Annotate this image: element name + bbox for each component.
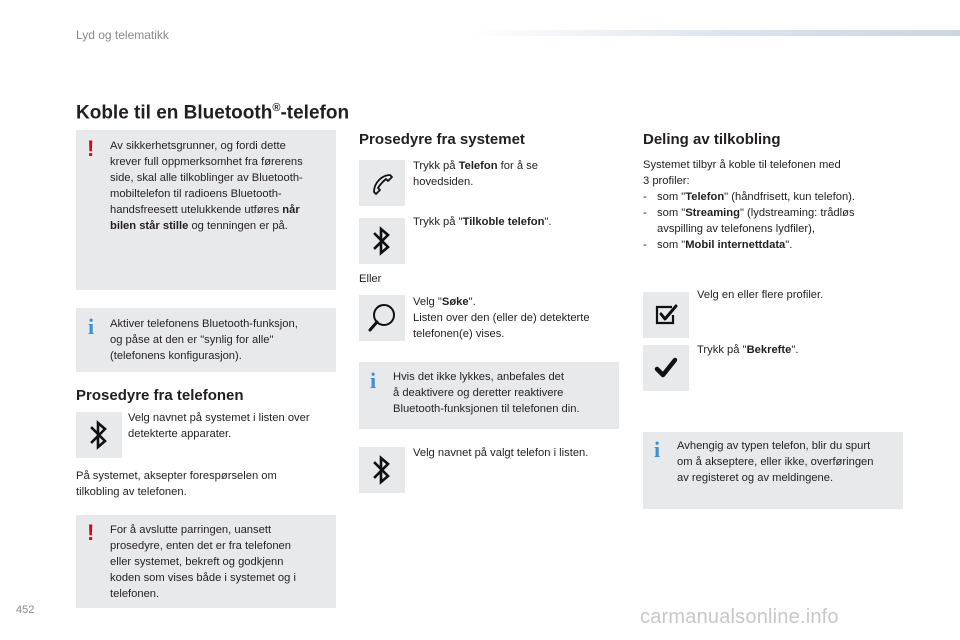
checkbox-icon-box <box>643 292 689 338</box>
bluetooth-icon-box <box>76 412 122 458</box>
info-text-activate: Aktiver telefonens Bluetooth-funksjon, og påse at den er "synlig for alle" (telefonens konfigurasjon). <box>110 318 298 362</box>
phone-step-select: Velg navnet på systemet i listen over detekterte apparater. <box>128 412 310 440</box>
profile-list <box>643 189 913 253</box>
or-label: Eller <box>359 273 382 285</box>
phone-handset-icon <box>367 168 397 198</box>
checkmark-icon <box>653 356 679 380</box>
list-item: - som "Telefon" (håndfrisett, kun telefon). <box>643 191 856 203</box>
search-icon-box <box>359 295 405 341</box>
bluetooth-icon-box <box>359 218 405 264</box>
phone-icon-box <box>359 160 405 206</box>
warning-text-pairing: For å avslutte parringen, uansett prosedyre, enten det er fra telefonen eller systemet, bekreft og godkjenn koden som vises både i systemet og i telefonen. <box>110 524 296 600</box>
system-step-search: Velg "Søke". Listen over den (eller de) detekterte telefonen(e) vises. <box>413 296 590 340</box>
info-icon: i <box>654 437 661 462</box>
sharing-intro: Systemet tilbyr å koble til telefonen med 3 profiler: <box>643 159 841 187</box>
sharing-step-profiles: Velg en eller flere profiler. <box>697 289 824 301</box>
system-step-select-phone: Velg navnet på valgt telefon i listen. <box>413 447 589 459</box>
checkmark-icon-box <box>643 345 689 391</box>
section-title-system: Prosedyre fra systemet <box>359 131 525 148</box>
checkbox-icon <box>652 302 680 328</box>
page-number: 452 <box>16 604 35 616</box>
info-icon: i <box>88 314 95 339</box>
page-title: Koble til en Bluetooth®-telefon <box>76 102 350 124</box>
system-step-phone: Trykk på Telefon for å se hovedsiden. <box>413 160 538 188</box>
list-item: - som "Streaming" (lydstreaming: trådløs avspilling av telefonens lydfiler), <box>643 207 855 235</box>
info-text-transfer: Avhengig av typen telefon, blir du spurt om å akseptere, eller ikke, overføringen av registeret og av meldingene. <box>677 440 874 484</box>
section-header: Lyd og telematikk <box>76 28 169 42</box>
section-title-sharing: Deling av tilkobling <box>643 131 781 148</box>
section-title-phone: Prosedyre fra telefonen <box>76 387 244 404</box>
list-item: - som "Mobil internettdata". <box>643 239 793 251</box>
info-icon: i <box>370 368 377 393</box>
info-text-retry: Hvis det ikke lykkes, anbefales det å deaktivere og deretter reaktivere Bluetooth-funksjonen til telefonen din. <box>393 371 580 415</box>
exclamation-icon: ! <box>87 136 95 161</box>
system-step-connect: Trykk på "Tilkoble telefon". <box>413 216 552 228</box>
bluetooth-icon <box>371 455 393 485</box>
watermark: carmanualsonline.info <box>640 606 839 628</box>
phone-step-accept: På systemet, aksepter forespørselen om tilkobling av telefonen. <box>76 470 277 498</box>
bluetooth-icon-box <box>359 447 405 493</box>
header-bar <box>470 30 960 36</box>
warning-text-safety: Av sikkerhetsgrunner, og fordi dette krever full oppmerksomhet fra førerens side, skal alle tilkoblinger av Bluetooth- mobiltelefon til radioens Bluetooth- handsfreesett utelukkende utføres når bilen står stille og tenningen er på. <box>110 140 303 232</box>
bluetooth-icon <box>371 226 393 256</box>
sharing-step-confirm: Trykk på "Bekrefte". <box>697 344 799 356</box>
search-icon <box>365 301 399 335</box>
exclamation-icon: ! <box>87 520 95 545</box>
bluetooth-icon <box>88 420 110 450</box>
